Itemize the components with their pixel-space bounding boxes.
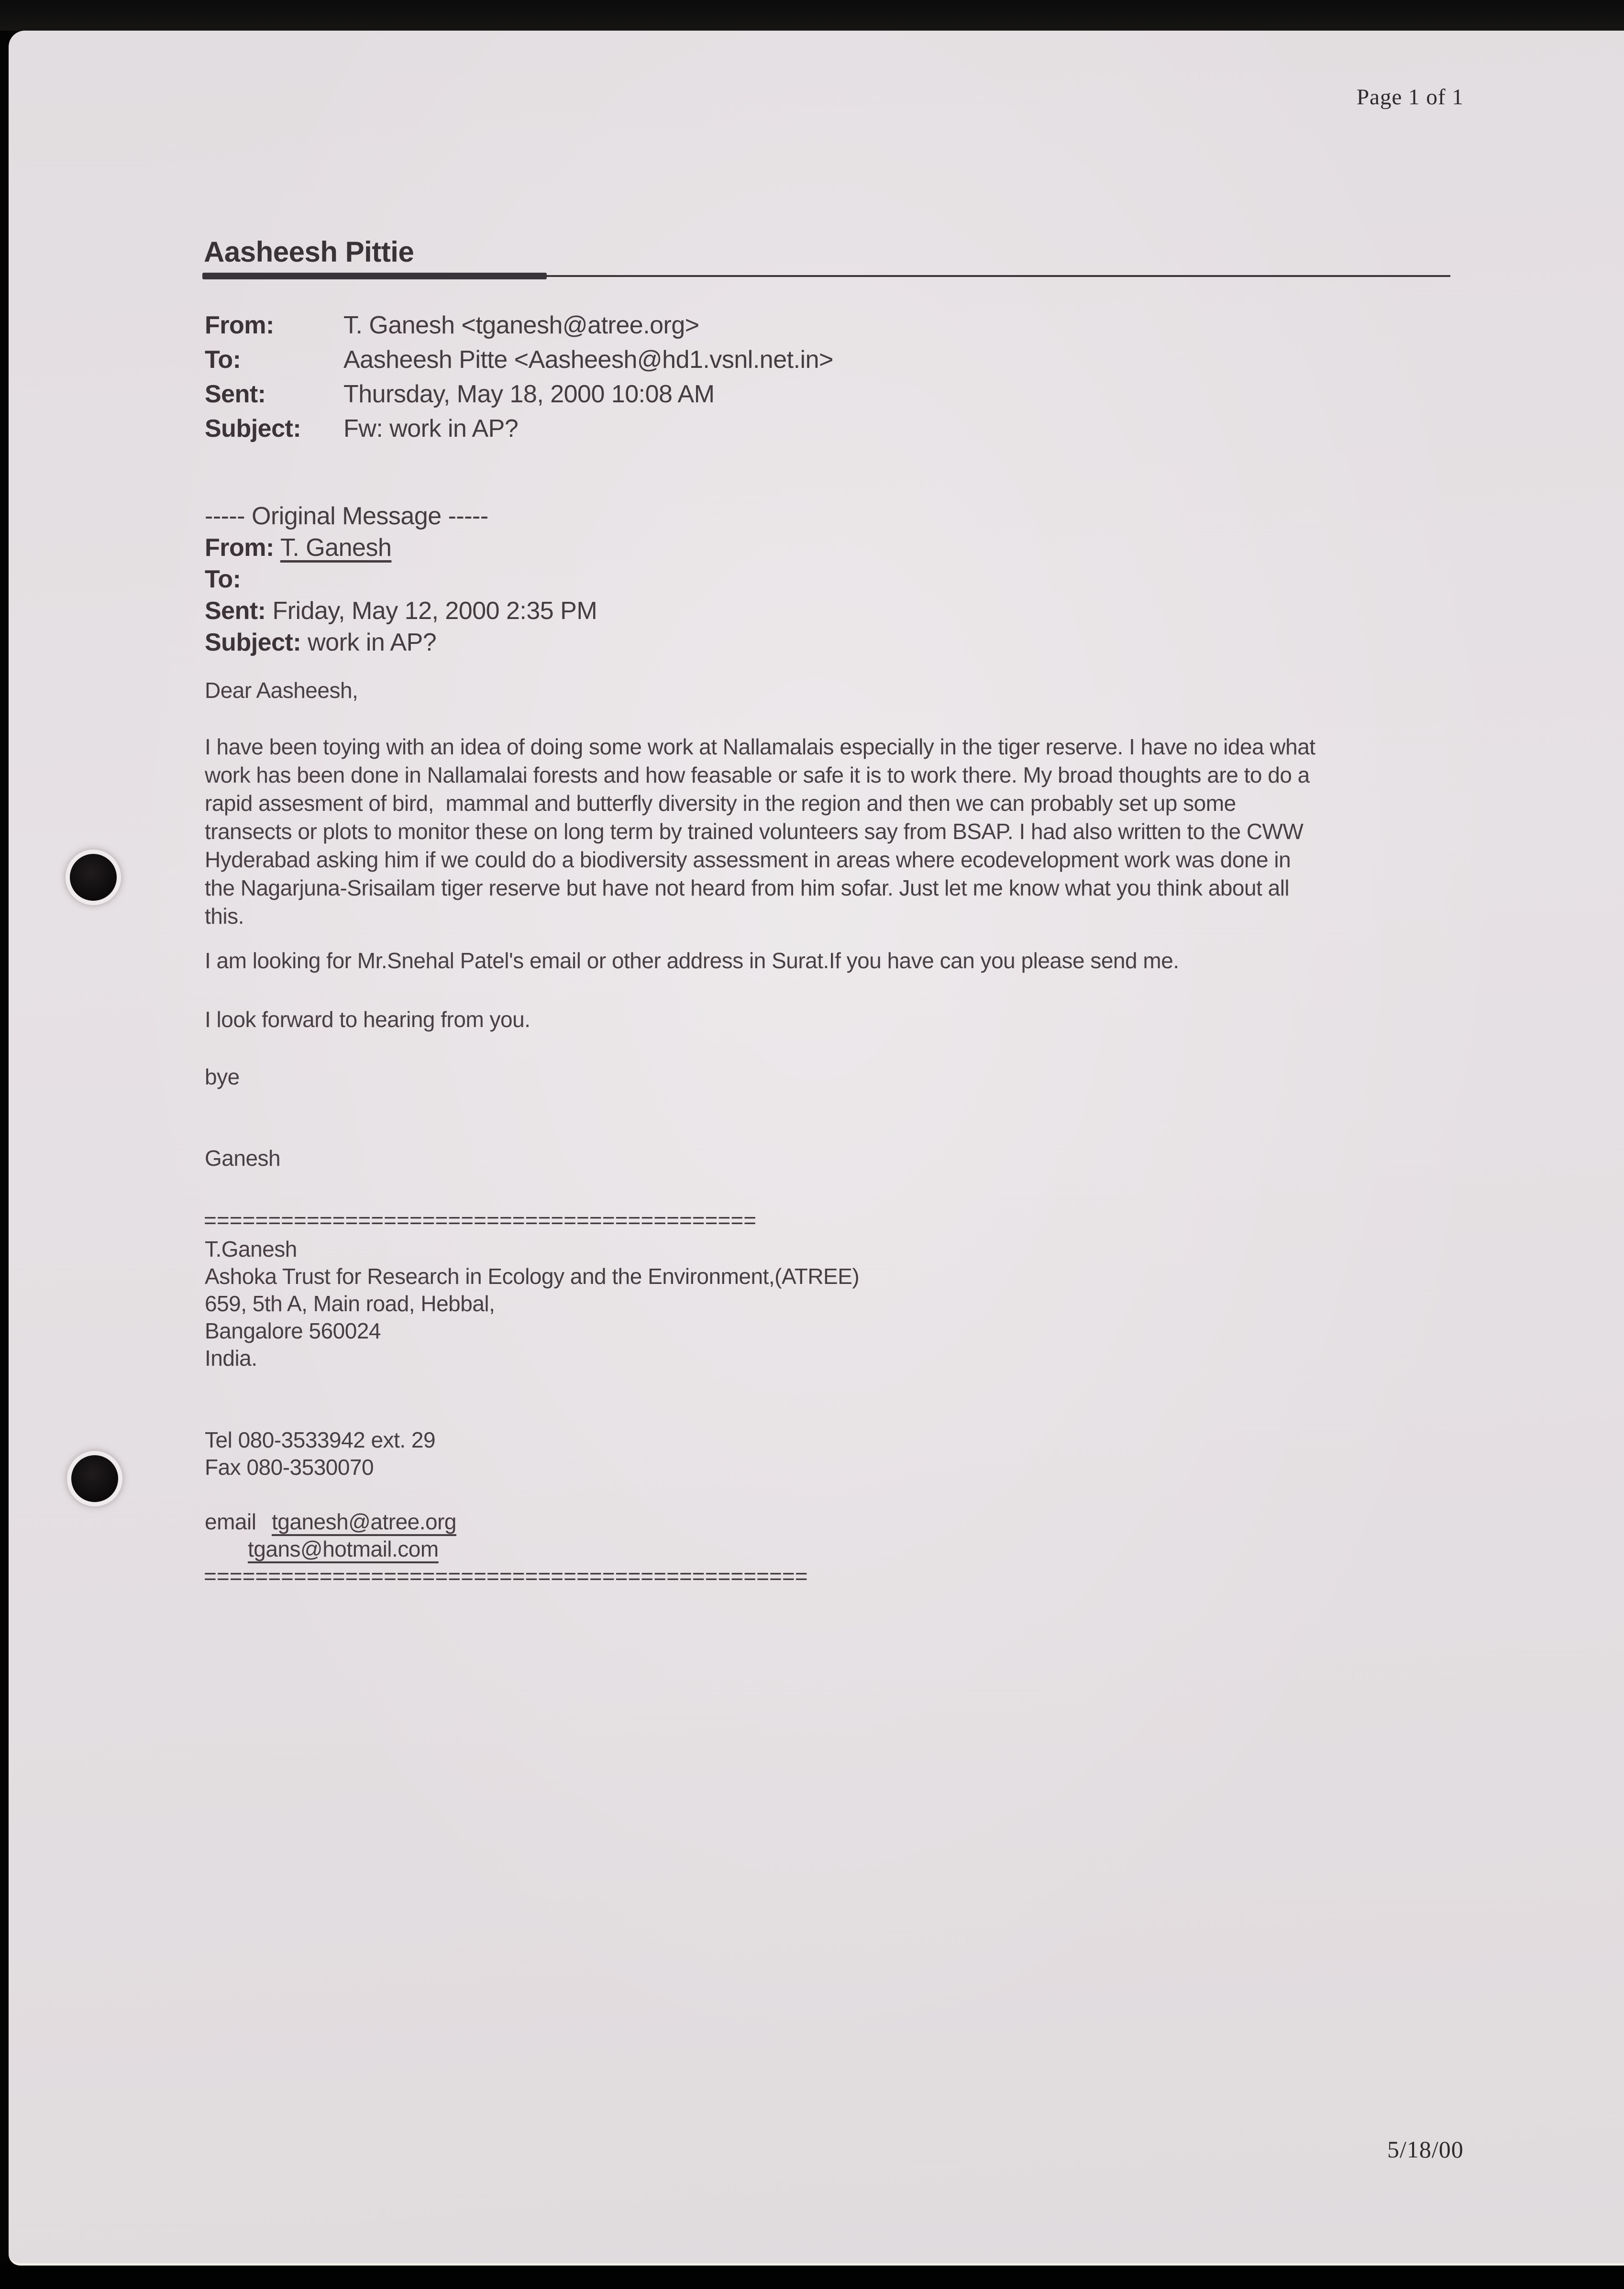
original-message-from-link: T. Ganesh xyxy=(280,534,392,562)
paragraph1-line: rapid assesment of bird, mammal and butterfly diversity in the region and then we can probably set up some xyxy=(205,791,1236,816)
signature-separator-bottom: =============================================== xyxy=(204,1564,808,1589)
field-label-subject: Subject: xyxy=(205,415,301,442)
signature-address-line3: India. xyxy=(205,1346,257,1371)
paragraph1-line: the Nagarjuna-Srisailam tiger reserve but have not heard from him sofar. Just let me know what you think about all xyxy=(205,875,1290,900)
signature-separator-top: =========================================== xyxy=(204,1208,757,1233)
paragraph2: I am looking for Mr.Snehal Patel's email or other address in Surat.If you have can you please send me. xyxy=(205,948,1179,973)
signature-fax: Fax 080-3530070 xyxy=(205,1455,374,1480)
signature-email-label: email xyxy=(205,1509,256,1534)
punch-hole-icon xyxy=(66,850,121,905)
paragraph1-line: Hyderabad asking him if we could do a biodiversity assessment in areas where ecodevelopment work was done in xyxy=(205,847,1291,872)
scan-edge-top xyxy=(0,0,1624,31)
field-value-subject: Fw: work in AP? xyxy=(343,415,519,442)
original-message-to-row xyxy=(205,565,241,594)
original-message-subject-row xyxy=(205,628,436,657)
original-message-subject-label: Subject: xyxy=(205,629,301,656)
paragraph1-line: I have been toying with an idea of doing some work at Nallamalais especially in the tiger reserve. I have no idea what xyxy=(205,734,1315,759)
signature-organization: Ashoka Trust for Research in Ecology and the Environment,(ATREE) xyxy=(205,1264,860,1289)
salutation: Dear Aasheesh, xyxy=(205,678,358,703)
original-message-from-label: From: xyxy=(205,534,274,562)
page-title: Aasheesh Pittie xyxy=(204,236,414,268)
paragraph1-line: transects or plots to monitor these on long term by trained volunteers say from BSAP. I had also written to the CWW xyxy=(205,819,1304,844)
original-message-sent-row xyxy=(205,597,597,625)
paper-sheet xyxy=(9,31,1624,2266)
original-message-to-label: To: xyxy=(205,565,241,593)
paragraph1-line: work has been done in Nallamalai forests and how feasable or safe it is to work there. My broad thoughts are to do a xyxy=(205,763,1310,787)
date-stamp: 5/18/00 xyxy=(1387,2136,1464,2163)
signature-email-link-2: tgans@hotmail.com xyxy=(248,1537,439,1561)
original-message-sent-label: Sent: xyxy=(205,597,266,625)
signature-email-link-1: tganesh@atree.org xyxy=(272,1509,457,1534)
signature-full-name: T.Ganesh xyxy=(205,1237,297,1261)
field-label-sent: Sent: xyxy=(205,380,266,408)
original-message-sent-value: Friday, May 12, 2000 2:35 PM xyxy=(272,597,597,625)
field-label-from: From: xyxy=(205,311,274,339)
signature-tel: Tel 080-3533942 ext. 29 xyxy=(205,1427,436,1452)
signature-name: Ganesh xyxy=(205,1146,281,1171)
original-message-from-row xyxy=(205,533,391,562)
paragraph1-line: this. xyxy=(205,904,244,929)
title-underline-thick xyxy=(202,273,547,279)
signature-address-line1: 659, 5th A, Main road, Hebbal, xyxy=(205,1291,495,1316)
scan-edge-bottom xyxy=(0,2263,1624,2289)
title-underline-thin xyxy=(545,275,1450,277)
paragraph3: I look forward to hearing from you. xyxy=(205,1007,530,1032)
field-label-to: To: xyxy=(205,346,241,374)
field-value-to: Aasheesh Pitte <Aasheesh@hd1.vsnl.net.in> xyxy=(343,346,833,374)
field-value-sent: Thursday, May 18, 2000 10:08 AM xyxy=(343,380,715,408)
signoff: bye xyxy=(205,1064,240,1089)
punch-hole-icon xyxy=(67,1451,122,1506)
page-number: Page 1 of 1 xyxy=(1357,85,1464,110)
original-message-subject-value: work in AP? xyxy=(308,629,437,656)
field-value-from: T. Ganesh <tganesh@atree.org> xyxy=(343,311,699,339)
original-message-divider: ----- Original Message ----- xyxy=(205,502,488,530)
signature-address-line2: Bangalore 560024 xyxy=(205,1318,381,1343)
scan-edge-left xyxy=(0,31,9,2263)
